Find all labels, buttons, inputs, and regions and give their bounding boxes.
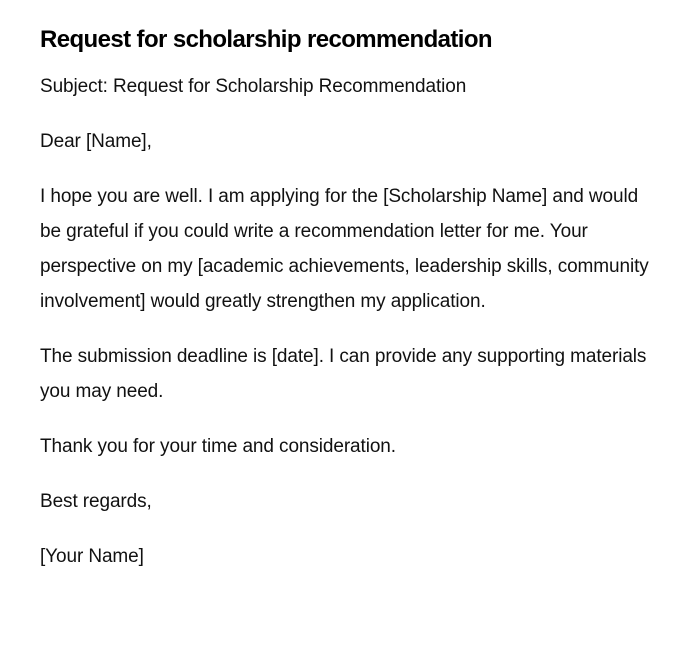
letter-document [40,24,660,594]
body-paragraph-deadline: The submission deadline is [date]. I can provide any supporting materials you may need. [40,346,647,402]
body-paragraph-request: I hope you are well. I am applying for the [Scholarship Name] and would be grateful if you could write a recommendation letter for me. Your perspective on my [academic achievements, leadership skills, community involvement] would greatly strengthen my application. [40,186,649,312]
closing: Best regards, [40,491,152,512]
document-title: Request for scholarship recommendation [40,26,492,53]
subject-line: Subject: Request for Scholarship Recommendation [40,76,467,97]
body-paragraph-thanks: Thank you for your time and consideration. [40,436,396,457]
signature: [Your Name] [40,546,144,567]
greeting: Dear [Name], [40,131,152,152]
